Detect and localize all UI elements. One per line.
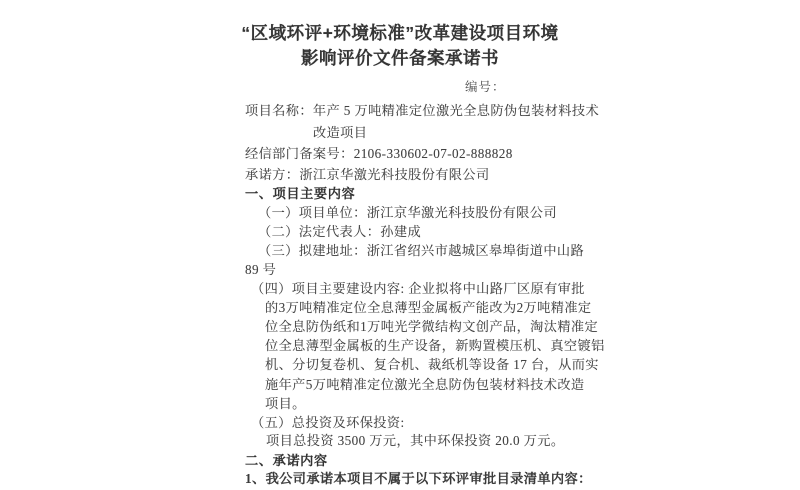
field-project-name-line2: 改造项目 [313, 125, 368, 140]
section2-heading: 二、承诺内容 [245, 453, 328, 468]
section1-item3-address-line1: （三）拟建地址：浙江省绍兴市越城区皋埠街道中山路 [258, 243, 585, 258]
section1-item4-construction-line1: （四）项目主要建设内容: 企业拟将中山路厂区原有审批 [251, 281, 585, 296]
document-title-line-2: 影响评价文件备案承诺书 [301, 48, 499, 68]
section1-item4-construction-line5: 机、分切复卷机、复合机、裁纸机等设备 17 台，从而实 [265, 357, 599, 372]
section1-item3-address-line2: 89 号 [245, 262, 277, 277]
section1-item4-construction-line2: 的3万吨精准定位全息薄型金属板产能改为2万吨精准定 [265, 300, 592, 315]
section1-item4-construction-line6: 施年产5万吨精准定位激光全息防伪包装材料技术改造 [265, 377, 585, 392]
document-title-line-1: “区域环评+环境标准”改革建设项目环境 [241, 23, 559, 43]
section1-item4-construction-line7: 项目。 [265, 396, 306, 411]
section1-item2-legal-representative: （二）法定代表人：孙建成 [258, 224, 422, 239]
section1-item5-investment-line1: （五）总投资及环保投资: [251, 415, 405, 430]
document-title [0, 21, 800, 71]
serial-number-label: 编号： [465, 80, 506, 94]
section1-item1-project-unit: （一）项目单位：浙江京华激光科技股份有限公司 [258, 205, 557, 220]
section1-item5-investment-line2: 项目总投资 3500 万元，其中环保投资 20.0 万元。 [266, 433, 565, 448]
section2-item1-commitment: 1、我公司承诺本项目不属于以下环评审批目录清单内容： [245, 471, 592, 486]
field-filing-number: 经信部门备案号：2106-330602-07-02-888828 [245, 146, 513, 161]
field-promisor: 承诺方：浙江京华激光科技股份有限公司 [245, 167, 490, 182]
section1-item4-construction-line4: 位全息薄型金属板的生产设备，新购置模压机、真空镀铝 [265, 338, 605, 353]
section1-item4-construction-line3: 位全息防伪纸和1万吨光学微结构文创产品，淘汰精准定 [265, 319, 599, 334]
field-project-name-line1: 项目名称：年产 5 万吨精准定位激光全息防伪包装材料技术 [245, 103, 600, 118]
section1-heading: 一、项目主要内容 [245, 186, 356, 201]
